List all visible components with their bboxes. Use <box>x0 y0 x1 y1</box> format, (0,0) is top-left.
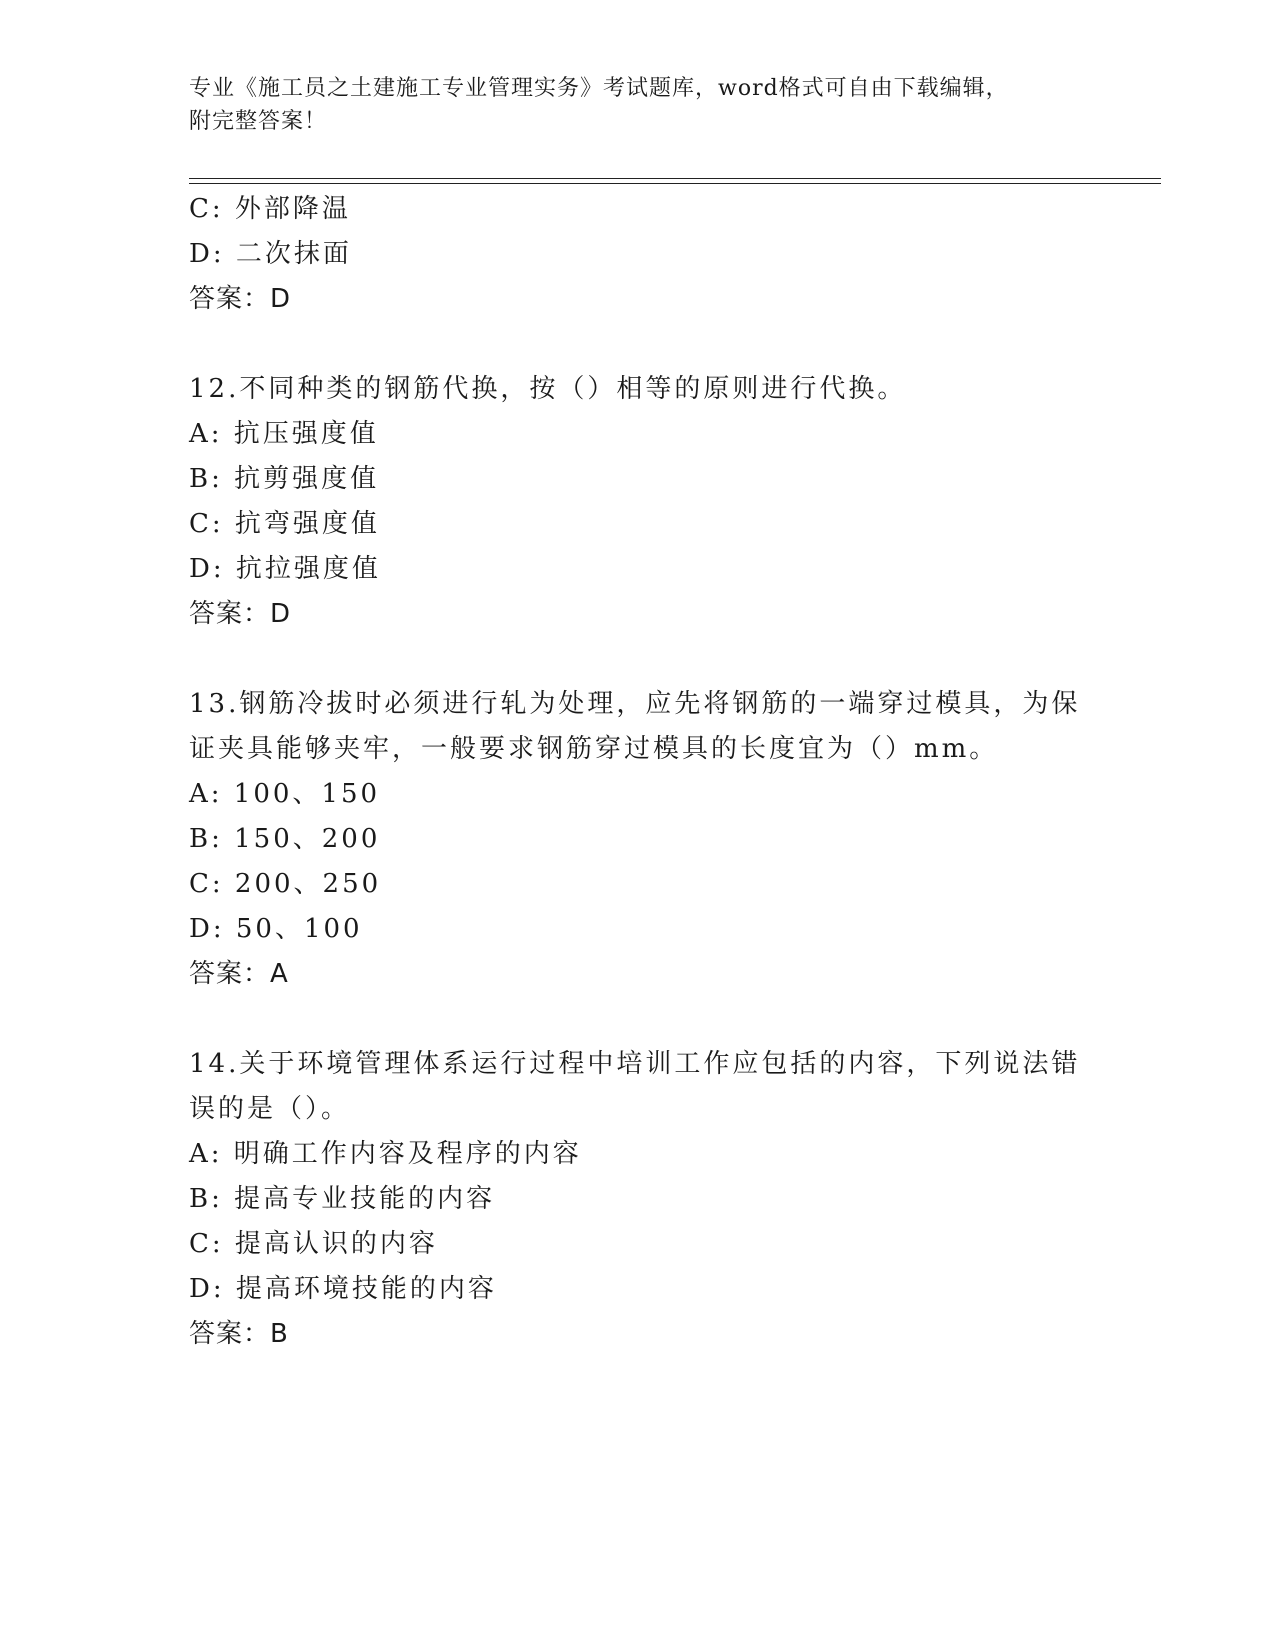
q13-text-line-2: 证夹具能够夹牢，一般要求钢筋穿过模具的长度宜为（）mm。 <box>189 734 999 764</box>
q13-option-c: C: 200、250 <box>189 869 382 899</box>
q12-option-a: A: 抗压强度值 <box>189 419 379 449</box>
q12-option-d: D: 抗拉强度值 <box>189 554 381 584</box>
q12-option-b: B: 抗剪强度值 <box>189 464 380 494</box>
q14-option-d: D: 提高环境技能的内容 <box>189 1274 497 1304</box>
q13-answer: 答案：A <box>189 959 289 989</box>
q14-option-b: B: 提高专业技能的内容 <box>189 1184 496 1214</box>
header-divider-top <box>189 178 1161 179</box>
header-line-1: 专业《施工员之土建施工专业管理实务》考试题库，word格式可自由下载编辑， <box>189 76 1009 101</box>
q14-option-a: A: 明确工作内容及程序的内容 <box>189 1139 582 1169</box>
header-line-2: 附完整答案！ <box>189 109 328 134</box>
q14-text-line-2: 误的是（）。 <box>189 1094 351 1124</box>
q13-option-b: B: 150、200 <box>189 824 381 854</box>
header-divider-bottom <box>189 183 1161 184</box>
q13-option-d: D: 50、100 <box>189 914 363 944</box>
prev-answer: 答案：D <box>189 284 292 314</box>
q14-answer: 答案：B <box>189 1319 289 1349</box>
q12-answer: 答案：D <box>189 599 292 629</box>
prev-option-d: D: 二次抹面 <box>189 239 352 269</box>
document-header <box>189 72 1089 138</box>
q14-text-line-1: 14.关于环境管理体系运行过程中培训工作应包括的内容，下列说法错 <box>189 1049 1081 1079</box>
q12-option-c: C: 抗弯强度值 <box>189 509 380 539</box>
q12-text: 12.不同种类的钢筋代换，按（）相等的原则进行代换。 <box>189 374 907 404</box>
q13-option-a: A: 100、150 <box>189 779 381 809</box>
prev-option-c: C: 外部降温 <box>189 194 351 224</box>
q14-option-c: C: 提高认识的内容 <box>189 1229 438 1259</box>
q13-text-line-1: 13.钢筋冷拔时必须进行轧为处理，应先将钢筋的一端穿过模具，为保 <box>189 689 1081 719</box>
